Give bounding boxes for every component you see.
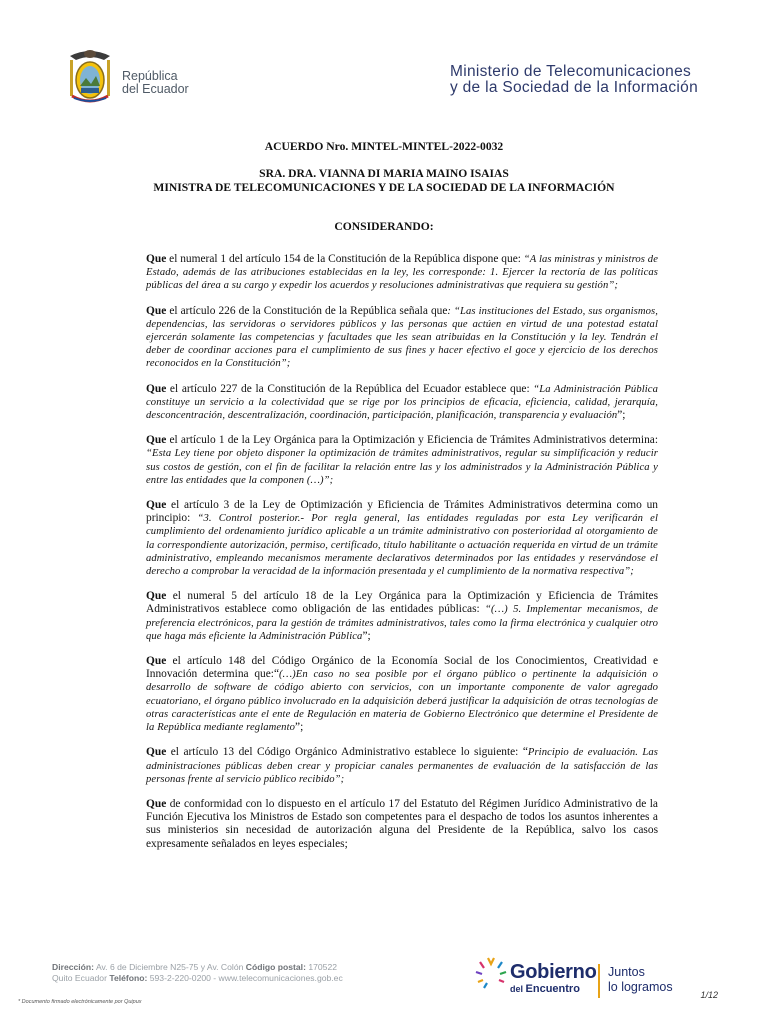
footer-address: [52, 962, 343, 984]
paragraph-quote: “(…) 5. Implementar mecanismos, de preferencia electrónicos, para la gestión de trámites administrativos, tales como la firma electrónica y cualquier otro que haga más eficiente la Administración Pública: [146, 604, 659, 642]
considerando-paragraph: [146, 434, 658, 487]
address-label: Dirección:: [52, 962, 95, 972]
ministry-line-2: y de la Sociedad de la Información: [449, 79, 698, 96]
paragraph-text: el artículo 148 del Código Orgánico de la Economía Social de los Conocimientos, Creatividad e Innovación determina que:“: [146, 655, 658, 681]
paragraph-lead: Que: [146, 655, 167, 668]
slogan-line-1: Juntos: [608, 965, 645, 979]
paragraph-lead: Que: [146, 590, 167, 603]
paragraph-quote: (…)En caso no sea posible por el órgano público o pertinente la adquisición o desarrollo de software de código abierto con servicios, con un importante componente de valor agregado ecuatoriano, el órgano público involucrado en la adquisición deberá justificar la adquisición de otras tecnologías de otras características ante el ente de Regulación en materia de Gobierno Electrónico que determine el Presidente de la República mediante reglamento: [146, 669, 658, 734]
paragraph-quote: “Esta Ley tiene por objeto disponer la optimización de trámites administrativos, regular su simplificación y reducir sus costos de gestión, con el fin de facilitar la relación entre las y los administrados y la Administración Pública y entre las entidades que la componen (…)”;: [146, 448, 658, 486]
paragraph-text: el numeral 5 del artículo 18 de la Ley Orgánica para la Optimización y Eficiencia de Trámites Administrativos establece como obligación de las entidades públicas:: [146, 590, 658, 616]
paragraph-lead: Que: [146, 746, 167, 759]
paragraph-text: el artículo 3 de la Ley de Optimización y Eficiencia de Trámites Administrativos determina como un principio:: [146, 499, 658, 525]
paragraph-lead: Que: [146, 499, 167, 512]
slogan: [608, 965, 673, 995]
republic-label: [122, 70, 189, 96]
paragraph-quote: “A las ministras y ministros de Estado, además de las atribuciones establecidas en la ley, les corresponde: 1. Ejercer la rectoría de las políticas públicas del área a su cargo y expedir los acuerdos y resoluciones administrativas que requiera su gestión”;: [146, 254, 658, 292]
phone-label: Teléfono:: [109, 973, 148, 983]
considerando-paragraph: [146, 499, 658, 578]
paragraph-tail: ”;: [295, 721, 304, 734]
signature-note: * Documento firmado electrónicamente por Quipux: [18, 999, 142, 1005]
phone-website-value: 593-2-220-0200 - www.telecomunicaciones.gob.ec: [147, 973, 343, 983]
agreement-number: ACUERDO Nro. MINTEL-MINTEL-2022-0032: [264, 140, 504, 153]
considerando-paragraph: [146, 798, 658, 851]
paragraph-tail: ”;: [362, 629, 371, 642]
paragraph-lead: Que: [146, 253, 167, 265]
paragraph-quote: “La Administración Pública constituye un servicio a la colectividad que se rige por los principios de eficacia, eficiencia, calidad, jerarquía, desconcentración, descentralización, coordinación, participación, planificación, transparencia y evaluación: [146, 383, 659, 422]
paragraph-text: el artículo 226 de la Constitución de la República señala que: [166, 304, 448, 317]
paragraph-quote: “3. Control posterior.- Por regla general, las entidades reguladas por esta Ley verificarán el cumplimiento del ordenamiento jurídico aplicable a un trámite administrativo con posterioridad al otorgamiento de la correspondiente autorización, permiso, certificado, título habilitante o actuación requerida en virtud de un trámite administrativo, empleando mecanismos meramente declarativos determinados por las entidades y reservándose el derecho a comprobar la veracidad de la información presentada y el cumplimiento de la normativa respectiva”;: [146, 513, 658, 578]
considerando-paragraph: [146, 655, 658, 734]
paragraph-quote: : “Las instituciones del Estado, sus organismos, dependencias, las servidoras o servidores públicos y las personas que actúen en virtud de una potestad estatal ejercerán solamente las competencias y facultades que les sean atribuidas en la Constitución y la ley. Tendrán el deber de coordinar acciones para el cumplimiento de sus fines y hacer efectivo el goce y ejercicio de los derechos reconocidos en la Constitución”;: [146, 305, 658, 370]
paragraph-text: el artículo 227 de la Constitución de la República del Ecuador establece que:: [166, 382, 534, 395]
postal-code-value: 170522: [305, 962, 338, 972]
considering-heading: CONSIDERANDO:: [334, 220, 434, 233]
ministry-line-1: Ministerio de Telecomunicaciones: [449, 63, 692, 80]
document-titles: [0, 140, 768, 233]
considerando-paragraph: [146, 305, 658, 371]
page-header: [0, 0, 768, 120]
ministry-title: [450, 64, 698, 96]
gobierno-subtitle: [510, 983, 580, 995]
gobierno-subtitle-big: Encuentro: [525, 983, 580, 995]
considerando-paragraph: [146, 746, 658, 786]
paragraph-text: de conformidad con lo dispuesto en el artículo 17 del Estatuto del Régimen Jurídico Administrativo de la Función Ejecutiva los Ministros de Estado son competentes para el despacho de todos los asuntos inherentes a sus ministerios sin necesidad de autorización alguna del Presidente de la República, salvo los casos expresamente señalados en leyes especiales;: [146, 797, 658, 850]
considerando-paragraph: [146, 590, 658, 643]
republic-line-1: República: [122, 69, 178, 83]
paragraph-text: el numeral 1 del artículo 154 de la Constitución de la República dispone que:: [166, 253, 524, 265]
paragraph-quote: Principio de evaluación. Las administraciones públicas deben crear y propiciar canales permanentes de evaluación de la satisfacción de las personas frente al servicio público recibido”;: [146, 747, 658, 785]
paragraph-text: el artículo 13 del Código Orgánico Administrativo establece lo siguiente: “: [166, 746, 528, 759]
considerando-paragraph: [146, 253, 658, 293]
gobierno-emblem-icon: [474, 956, 508, 992]
republic-line-2: del Ecuador: [122, 82, 189, 96]
address-line-1: [52, 962, 343, 973]
paragraph-lead: Que: [146, 797, 167, 810]
slogan-line-2: lo logramos: [608, 980, 673, 994]
page-number: 1/12: [700, 990, 718, 1000]
gobierno-logo: [470, 950, 700, 1010]
gobierno-wordmark: Gobierno: [510, 961, 597, 983]
paragraph-text: el artículo 1 de la Ley Orgánica para la Optimización y Eficiencia de Trámites Administrativos determina:: [166, 434, 658, 447]
address-line-2: [52, 973, 343, 984]
city-value: Quito Ecuador: [52, 973, 110, 983]
paragraph-tail: ”;: [617, 409, 626, 422]
logo-divider: [598, 964, 600, 998]
address-value: Av. 6 de Diciembre N25-75 y Av. Colón: [94, 962, 246, 972]
gobierno-subtitle-small: del: [510, 984, 526, 994]
minister-name: SRA. DRA. VIANNA DI MARIA MAINO ISAIAS: [259, 167, 509, 180]
paragraph-lead: Que: [146, 434, 167, 447]
document-body: [146, 253, 658, 863]
paragraph-lead: Que: [146, 304, 167, 317]
ecuador-coat-of-arms-icon: [64, 46, 116, 108]
minister-title: MINISTRA DE TELECOMUNICACIONES Y DE LA SOCIEDAD DE LA INFORMACIÓN: [153, 181, 615, 194]
paragraph-lead: Que: [146, 382, 167, 395]
postal-code-label: Código postal:: [245, 962, 306, 972]
considerando-paragraph: [146, 383, 658, 423]
